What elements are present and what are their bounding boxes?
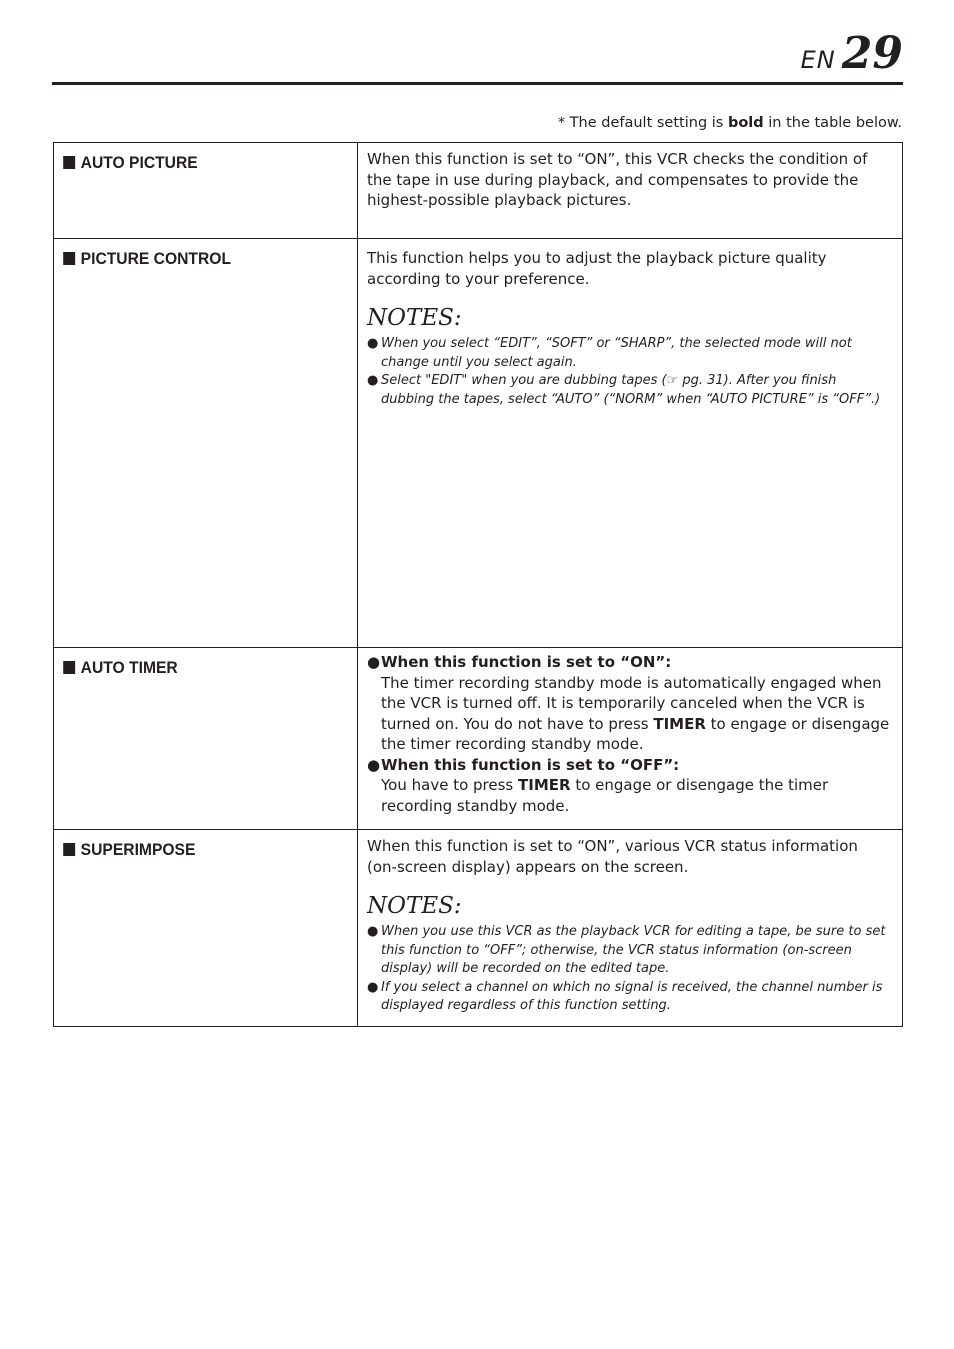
row-description: When this function is set to “ON”, various VCR status information (on-screen display) appears on the screen. NOTES: ● When you use this VCR as the playback VCR for editing a tape, be sure to set this function to “OFF”; otherwise, the VCR status information (on-screen display) will be recorded on the edited tape. ● If you select a channel on which no signal is received, the channel number is displayed regardless of this function setting.	[358, 830, 902, 1026]
table-row	[54, 239, 903, 648]
square-bullet-icon	[63, 156, 75, 169]
bullet-icon: ●	[367, 336, 379, 351]
note-item: ● When you select “EDIT”, “SOFT” or “SHARP”, the selected mode will not change until you select again.	[367, 336, 852, 370]
language-code: EN	[800, 46, 836, 74]
page-number-value: 29	[841, 28, 903, 79]
row-label: AUTO PICTURE	[54, 143, 333, 173]
default-setting-note: * The default setting is bold in the table below.	[557, 115, 902, 131]
row-label: SUPERIMPOSE	[54, 830, 333, 860]
bullet-icon: ●	[367, 653, 381, 671]
square-bullet-icon	[63, 843, 75, 856]
table-row	[54, 648, 903, 830]
page-number	[800, 28, 903, 79]
table-row	[54, 143, 903, 239]
row-label: AUTO TIMER	[54, 648, 333, 678]
square-bullet-icon	[63, 661, 75, 674]
bullet-icon: ●	[367, 979, 379, 995]
page-header	[52, 30, 903, 85]
row-label: PICTURE CONTROL	[54, 239, 333, 269]
bullet-icon: ●	[367, 373, 379, 388]
note-item: ● If you select a channel on which no signal is received, the channel number is displayed regardless of this function setting.	[367, 979, 883, 1013]
notes-title: NOTES:	[367, 893, 462, 919]
bullet-icon: ●	[367, 924, 379, 939]
settings-table	[53, 142, 903, 1027]
row-description: When this function is set to “ON”, this VCR checks the condition of the tape in use during playback, and compensates to provide the highest-possible playback pictures.	[367, 150, 868, 209]
square-bullet-icon	[63, 252, 75, 265]
note-item: ● When you use this VCR as the playback VCR for editing a tape, be sure to set this function to “OFF”; otherwise, the VCR status information (on-screen display) will be recorded on the edited tape.	[367, 924, 886, 976]
list-item: ● When this function is set to “OFF”: You have to press TIMER to engage or disengage the timer recording standby mode.	[367, 755, 829, 815]
bullet-icon: ●	[367, 755, 381, 774]
notes-title: NOTES:	[367, 305, 462, 331]
list-item: ● When this function is set to “ON”: The timer recording standby mode is automatically engaged when the VCR is turned off. It is temporarily canceled when the VCR is turned on. You do not have to press TIMER to engage or disengage the timer recording standby mode.	[367, 653, 890, 753]
table-row	[54, 830, 903, 1027]
note-item: ● Select "EDIT" when you are dubbing tapes (☞ pg. 31). After you finish dubbing the tapes, select “AUTO” (“NORM” when “AUTO PICTURE” is “OFF”.)	[367, 373, 881, 407]
row-description	[358, 648, 902, 826]
row-description: This function helps you to adjust the playback picture quality according to your preference. NOTES: ● When you select “EDIT”, “SOFT” or “SHARP”, the selected mode will not change until you select again. ● Select "EDIT" when you are dubbing tapes (☞ pg. 31). After you finish dubbing the tapes, select “AUTO” (“NORM” when “AUTO PICTURE” is “OFF”.)	[358, 239, 902, 419]
